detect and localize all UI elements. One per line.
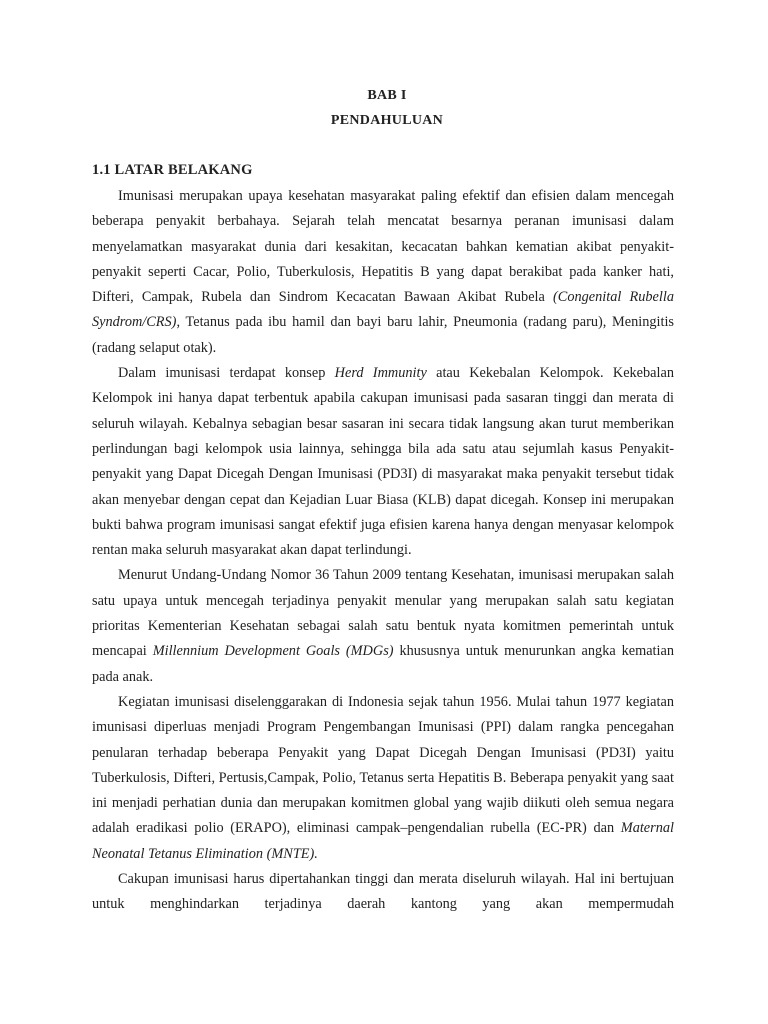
paragraph-4-text-a: Kegiatan imunisasi diselenggarakan di Indonesia sejak tahun 1956. Mulai tahun 1977 kegiatan imunisasi diperluas menjadi Program Pengembangan Imunisasi (PPI) dalam rangka pencegahan penularan terhadap beberapa Penyakit yang Dapat Dicegah Dengan Imunisasi (PD3I) yaitu Tuberkulosis, Difteri, Pertusis,Campak, Polio, Tetanus serta Hepatitis B. Beberapa penyakit yang saat ini menjadi perhatian dunia dan merupakan komitmen global yang wajib diikuti oleh semua negara adalah eradikasi polio (ERAPO), eliminasi campak–pengendalian rubella (EC-PR) dan <box>92 693 674 837</box>
paragraph-1-text-b: , Tetanus pada ibu hamil dan bayi baru lahir, Pneumonia (radang paru), Meningitis (radang selaput otak). <box>92 314 674 356</box>
paragraph-1-italic: (Congenital Rubella Syndrom/CRS) <box>92 289 674 331</box>
paragraph-5 <box>92 867 674 917</box>
chapter-title: PENDAHULUAN <box>330 113 444 128</box>
paragraph-2-text-a: Dalam imunisasi terdapat konsep <box>118 365 335 382</box>
paragraph-4 <box>92 690 674 867</box>
body-text <box>92 184 674 917</box>
paragraph-2-text-b: atau Kekebalan Kelompok. Kekebalan Kelompok ini hanya dapat terbentuk apabila cakupan imunisasi pada sasaran tinggi dan merata di seluruh wilayah. Kebalnya sebagian besar sasaran ini secara tidak langsung akan turut memberikan perlindungan bagi kelompok usia lainnya, sehingga bila ada satu atau sejumlah kasus Penyakit-penyakit yang Dapat Dicegah Dengan Imunisasi (PD3I) di masyarakat maka penyakit tersebut tidak akan menyebar dengan cepat dan Kejadian Luar Biasa (KLB) dapat dicegah. Konsep ini merupakan bukti bahwa program imunisasi sangat efektif juga efisien karena hanya dengan menyasar kelompok rentan maka seluruh masyarakat akan dapat terlindungi. <box>92 365 674 559</box>
section-heading: 1.1 LATAR BELAKANG <box>92 162 253 178</box>
paragraph-2 <box>92 361 674 563</box>
paragraph-3-text-a: Menurut Undang-Undang Nomor 36 Tahun 2009 tentang Kesehatan, imunisasi merupakan salah satu upaya untuk mencegah terjadinya penyakit menular yang merupakan salah satu kegiatan prioritas Kementerian Kesehatan sebagai salah satu bentuk nyata komitmen pemerintah untuk mencapai <box>92 567 674 660</box>
paragraph-3-text-b: khususnya untuk menurunkan angka kematian pada anak. <box>92 643 674 685</box>
chapter-number: BAB I <box>367 88 407 103</box>
paragraph-5-text: Cakupan imunisasi harus dipertahankan tinggi dan merata diseluruh wilayah. Hal ini bertujuan untuk menghindarkan terjadinya daerah kantong yang akan mempermudah <box>92 871 674 913</box>
paragraph-3 <box>92 563 674 689</box>
paragraph-5-clip <box>92 867 674 917</box>
paragraph-3-italic: Millennium Development Goals (MDGs) <box>152 643 394 660</box>
paragraph-1 <box>92 184 674 361</box>
paragraph-4-italic: Maternal Neonatal Tetanus Elimination (MNTE). <box>92 820 674 862</box>
paragraph-2-italic: Herd Immunity <box>334 365 427 382</box>
paragraph-1-text-a: Imunisasi merupakan upaya kesehatan masyarakat paling efektif dan efisien dalam mencegah beberapa penyakit berbahaya. Sejarah telah mencatat besarnya peranan imunisasi dalam menyelamatkan masyarakat dunia dari kesakitan, kecacatan bahkan kematian akibat penyakit-penyakit seperti Cacar, Polio, Tuberkulosis, Hepatitis B yang dapat berakibat pada kanker hati, Difteri, Campak, Rubela dan Sindrom Kecacatan Bawaan Akibat Rubela <box>92 188 674 306</box>
